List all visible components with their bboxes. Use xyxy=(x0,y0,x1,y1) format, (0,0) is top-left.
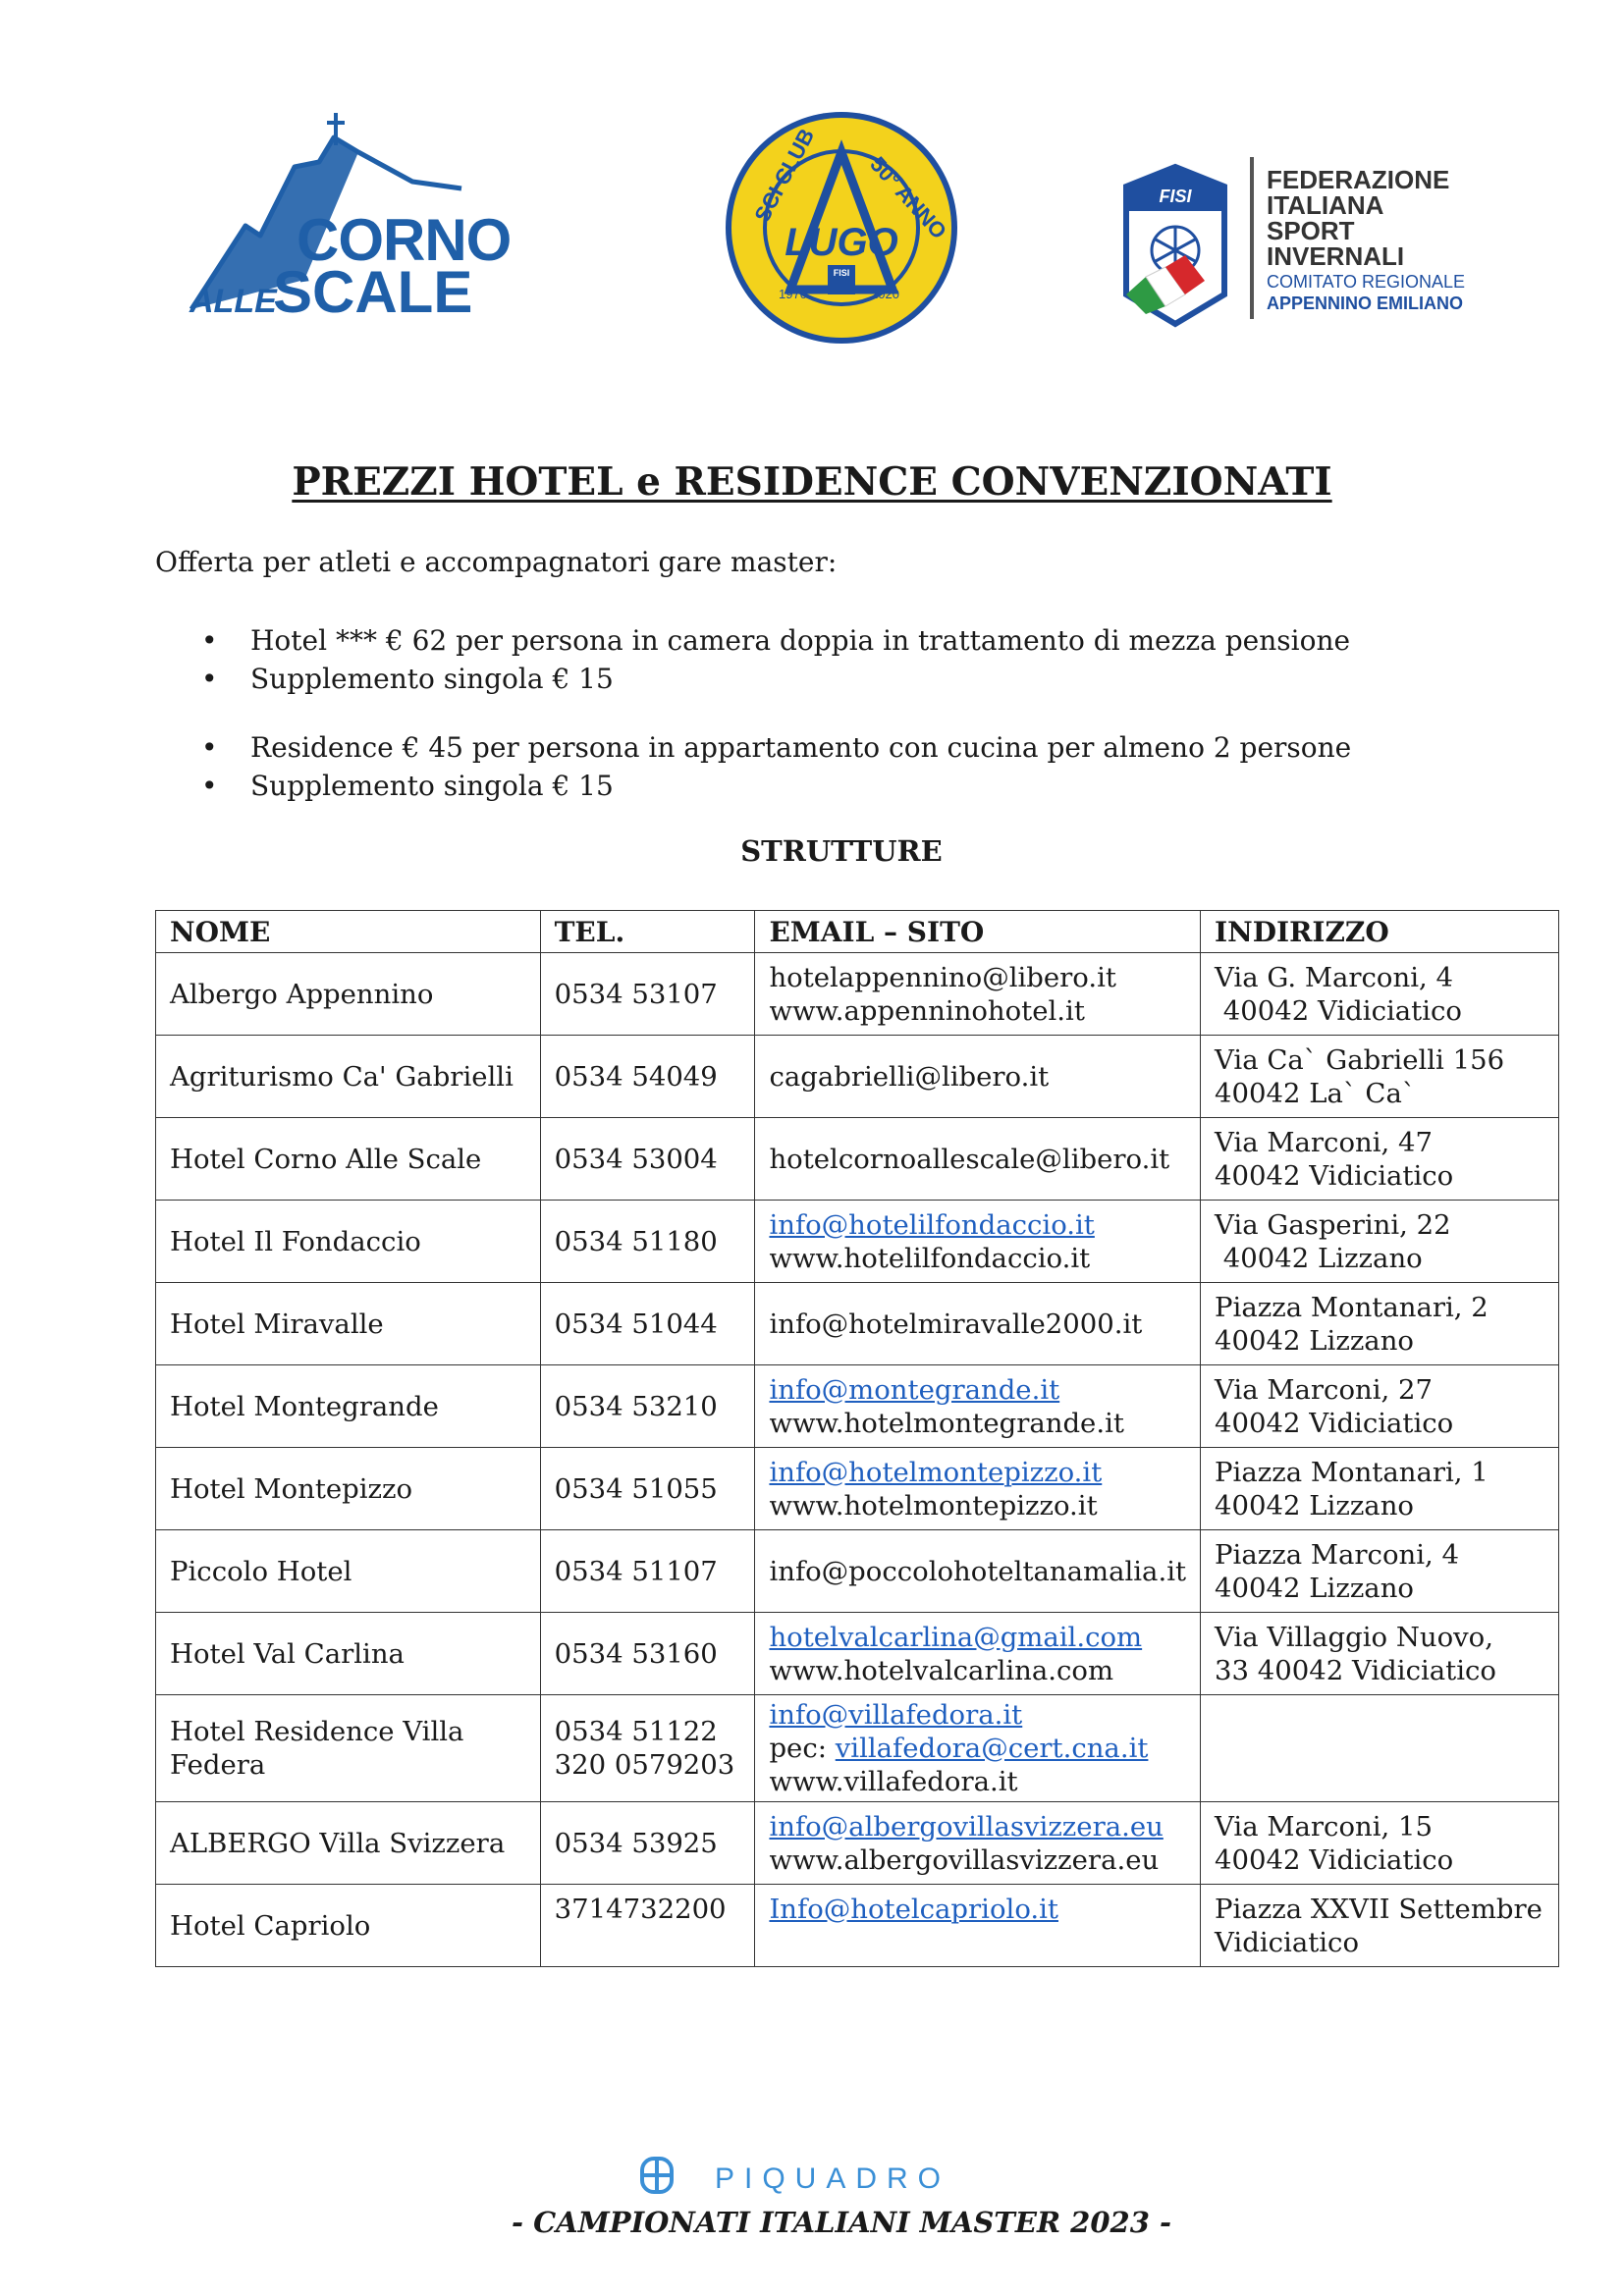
address-line: Via Villaggio Nuovo, xyxy=(1215,1621,1493,1653)
cell-email xyxy=(755,1365,1201,1448)
table-row xyxy=(156,1283,1559,1365)
pec-email-link[interactable]: villafedora@cert.cna.it xyxy=(835,1733,1149,1764)
tel-line: 0534 51044 xyxy=(554,1308,718,1340)
page-title: PREZZI HOTEL e RESIDENCE CONVENZIONATI xyxy=(292,459,1332,505)
cell-email xyxy=(755,953,1201,1036)
tel-line: 0534 53160 xyxy=(554,1637,718,1670)
table-row xyxy=(156,1448,1559,1530)
svg-text:SPORT: SPORT xyxy=(1267,216,1355,245)
svg-text:LUGO: LUGO xyxy=(785,221,898,264)
intro-text: Offerta per atleti e accompagnatori gare master: xyxy=(155,546,838,578)
email-text: www.hotelvalcarlina.com xyxy=(769,1654,1114,1686)
cell-tel xyxy=(540,953,755,1036)
address-line: 40042 Vidiciatico xyxy=(1215,1407,1454,1439)
cell-email xyxy=(755,1695,1201,1802)
cell-name: Hotel Corno Alle Scale xyxy=(156,1118,541,1201)
cell-address xyxy=(1201,1036,1559,1118)
svg-text:CORNO: CORNO xyxy=(297,207,512,273)
cell-address xyxy=(1201,1118,1559,1201)
cell-email xyxy=(755,1802,1201,1885)
tel-line: 0534 53210 xyxy=(554,1390,718,1422)
email-text: www.villafedora.it xyxy=(769,1766,1018,1797)
cell-name: Agriturismo Ca' Gabrielli xyxy=(156,1036,541,1118)
tel-line: 0534 54049 xyxy=(554,1060,718,1093)
cell-email xyxy=(755,1530,1201,1613)
address-line: 33 40042 Vidiciatico xyxy=(1215,1654,1496,1686)
cell-name: Hotel Capriolo xyxy=(156,1885,541,1967)
address-line: Piazza Montanari, 2 xyxy=(1215,1291,1489,1323)
table-row xyxy=(156,1530,1559,1613)
cell-tel xyxy=(540,1365,755,1448)
svg-text:PIQUADRO: PIQUADRO xyxy=(715,2163,951,2195)
table-row xyxy=(156,1613,1559,1695)
hotel-price-list xyxy=(201,621,1350,698)
cell-email xyxy=(755,1036,1201,1118)
svg-text:SCI CLUB: SCI CLUB xyxy=(749,124,820,227)
corno-alle-scale-logo xyxy=(187,108,540,324)
email-text: hotelcornoallescale@libero.it xyxy=(769,1143,1170,1175)
email-link[interactable]: info@montegrande.it xyxy=(769,1373,1060,1406)
section-title: STRUTTURE xyxy=(740,834,943,868)
address-line: Vidiciatico xyxy=(1215,1926,1360,1958)
fisi-logo xyxy=(1105,157,1517,334)
table-row xyxy=(156,1118,1559,1201)
tel-line: 0534 51055 xyxy=(554,1472,718,1505)
cell-name: Albergo Appennino xyxy=(156,953,541,1036)
email-link[interactable]: info@villafedora.it xyxy=(769,1699,1023,1731)
email-link[interactable]: info@hotelilfondaccio.it xyxy=(769,1208,1095,1241)
header-logos xyxy=(0,108,1624,334)
table-row xyxy=(156,1802,1559,1885)
table-row xyxy=(156,1201,1559,1283)
email-text: info@poccolohoteltanamalia.it xyxy=(769,1555,1187,1587)
piquadro-logo xyxy=(638,2153,1060,2198)
address-line: Piazza XXVII Settembre xyxy=(1215,1893,1543,1925)
cell-address xyxy=(1201,1885,1559,1967)
footer-text: - CAMPIONATI ITALIANI MASTER 2023 - xyxy=(511,2206,1172,2239)
address-line: Via G. Marconi, 4 xyxy=(1215,961,1453,993)
svg-text:INVERNALI: INVERNALI xyxy=(1267,241,1405,271)
address-line: 40042 Lizzano xyxy=(1215,1242,1423,1274)
svg-text:ALLE: ALLE xyxy=(189,283,277,320)
cell-email xyxy=(755,1118,1201,1201)
svg-text:2020: 2020 xyxy=(871,287,899,301)
table-row xyxy=(156,1036,1559,1118)
email-text: hotelappennino@libero.it xyxy=(769,961,1116,993)
cell-address xyxy=(1201,953,1559,1036)
email-text: www.hotelilfondaccio.it xyxy=(769,1242,1091,1274)
table-row xyxy=(156,953,1559,1036)
email-link[interactable]: info@albergovillasvizzera.eu xyxy=(769,1810,1164,1842)
table-header-row xyxy=(156,911,1559,953)
cell-email xyxy=(755,1448,1201,1530)
cell-name: Hotel Val Carlina xyxy=(156,1613,541,1695)
cell-name: Piccolo Hotel xyxy=(156,1530,541,1613)
table-row xyxy=(156,1365,1559,1448)
pec-label: pec: xyxy=(769,1733,836,1764)
header-name: NOME xyxy=(156,911,541,953)
structures-table xyxy=(155,910,1559,1967)
svg-text:FISI: FISI xyxy=(1159,187,1192,206)
cell-address xyxy=(1201,1201,1559,1283)
email-link[interactable]: hotelvalcarlina@gmail.com xyxy=(769,1621,1143,1653)
cell-name: Hotel Montepizzo xyxy=(156,1448,541,1530)
email-link[interactable]: info@hotelmontepizzo.it xyxy=(769,1456,1103,1488)
tel-line: 320 0579203 xyxy=(554,1749,735,1781)
email-link[interactable]: Info@hotelcapriolo.it xyxy=(769,1894,1058,1925)
table-row xyxy=(156,1885,1559,1967)
address-line: 40042 La` Ca` xyxy=(1215,1077,1416,1109)
tel-line: 0534 51122 xyxy=(554,1716,718,1747)
cell-address xyxy=(1201,1802,1559,1885)
address-line: 40042 Vidiciatico xyxy=(1215,1159,1454,1192)
cell-name: Hotel Residence Villa Federa xyxy=(156,1695,541,1802)
cell-address xyxy=(1201,1613,1559,1695)
tel-line: 0534 53107 xyxy=(554,978,718,1010)
email-text: info@hotelmiravalle2000.it xyxy=(769,1308,1143,1340)
cell-email xyxy=(755,1885,1201,1967)
pec-line xyxy=(769,1732,1186,1765)
cell-address xyxy=(1201,1530,1559,1613)
address-line: 40042 Vidiciatico xyxy=(1215,994,1462,1027)
cell-address xyxy=(1201,1283,1559,1365)
address-line: Piazza Marconi, 4 xyxy=(1215,1538,1459,1571)
email-text: www.hotelmontepizzo.it xyxy=(769,1489,1098,1522)
list-item: • Hotel *** € 62 per persona in camera doppia in trattamento di mezza pensione xyxy=(201,621,1350,660)
header-tel: TEL. xyxy=(540,911,755,953)
cell-tel xyxy=(540,1885,755,1967)
address-line: Via Ca` Gabrielli 156 xyxy=(1215,1043,1505,1076)
tel-line: 3714732200 xyxy=(554,1894,727,1925)
address-line: 40042 Lizzano xyxy=(1215,1572,1414,1604)
table-row xyxy=(156,1695,1559,1802)
svg-text:FISI: FISI xyxy=(833,268,850,278)
tel-line: 0534 53925 xyxy=(554,1827,718,1859)
cell-name: Hotel Miravalle xyxy=(156,1283,541,1365)
residence-price-list xyxy=(201,728,1351,805)
cell-tel xyxy=(540,1448,755,1530)
sci-club-lugo-logo xyxy=(722,108,962,348)
list-item: • Supplemento singola € 15 xyxy=(201,767,1351,805)
tel-line: 0534 51107 xyxy=(554,1555,718,1587)
cell-tel xyxy=(540,1802,755,1885)
tel-line: 0534 51180 xyxy=(554,1225,718,1257)
email-text: cagabrielli@libero.it xyxy=(769,1060,1050,1093)
cell-tel xyxy=(540,1036,755,1118)
svg-text:APPENNINO EMILIANO: APPENNINO EMILIANO xyxy=(1267,294,1464,313)
header-email: EMAIL – SITO xyxy=(755,911,1201,953)
svg-text:FEDERAZIONE: FEDERAZIONE xyxy=(1267,165,1450,194)
cell-address xyxy=(1201,1448,1559,1530)
cell-email xyxy=(755,1283,1201,1365)
svg-text:1970: 1970 xyxy=(779,287,807,301)
address-line: 40042 Lizzano xyxy=(1215,1324,1414,1357)
address-line: 40042 Lizzano xyxy=(1215,1489,1414,1522)
cell-tel xyxy=(540,1283,755,1365)
cell-tel xyxy=(540,1695,755,1802)
cell-email xyxy=(755,1613,1201,1695)
email-text: www.appenninohotel.it xyxy=(769,994,1085,1027)
address-line: Via Gasperini, 22 xyxy=(1215,1208,1451,1241)
header-address: INDIRIZZO xyxy=(1201,911,1559,953)
cell-tel xyxy=(540,1613,755,1695)
svg-text:SCALE: SCALE xyxy=(273,259,473,324)
email-text: www.hotelmontegrande.it xyxy=(769,1407,1124,1439)
cell-tel xyxy=(540,1530,755,1613)
address-line: Via Marconi, 27 xyxy=(1215,1373,1433,1406)
table-body xyxy=(156,953,1559,1967)
cell-name: ALBERGO Villa Svizzera xyxy=(156,1802,541,1885)
cell-address xyxy=(1201,1695,1559,1802)
tel-line: 0534 53004 xyxy=(554,1143,718,1175)
cell-address xyxy=(1201,1365,1559,1448)
cell-name: Hotel Montegrande xyxy=(156,1365,541,1448)
list-item: • Residence € 45 per persona in appartamento con cucina per almeno 2 persone xyxy=(201,728,1351,767)
email-text: www.albergovillasvizzera.eu xyxy=(769,1843,1160,1876)
svg-text:COMITATO REGIONALE: COMITATO REGIONALE xyxy=(1267,272,1466,292)
address-line: Piazza Montanari, 1 xyxy=(1215,1456,1489,1488)
cell-name: Hotel Il Fondaccio xyxy=(156,1201,541,1283)
list-item: • Supplemento singola € 15 xyxy=(201,660,1350,698)
address-line: Via Marconi, 15 xyxy=(1215,1810,1433,1842)
address-line: 40042 Vidiciatico xyxy=(1215,1843,1454,1876)
svg-text:50° ANNO: 50° ANNO xyxy=(865,151,952,244)
cell-tel xyxy=(540,1201,755,1283)
svg-text:ITALIANA: ITALIANA xyxy=(1267,190,1384,220)
cell-tel xyxy=(540,1118,755,1201)
cell-email xyxy=(755,1201,1201,1283)
address-line: Via Marconi, 47 xyxy=(1215,1126,1433,1158)
